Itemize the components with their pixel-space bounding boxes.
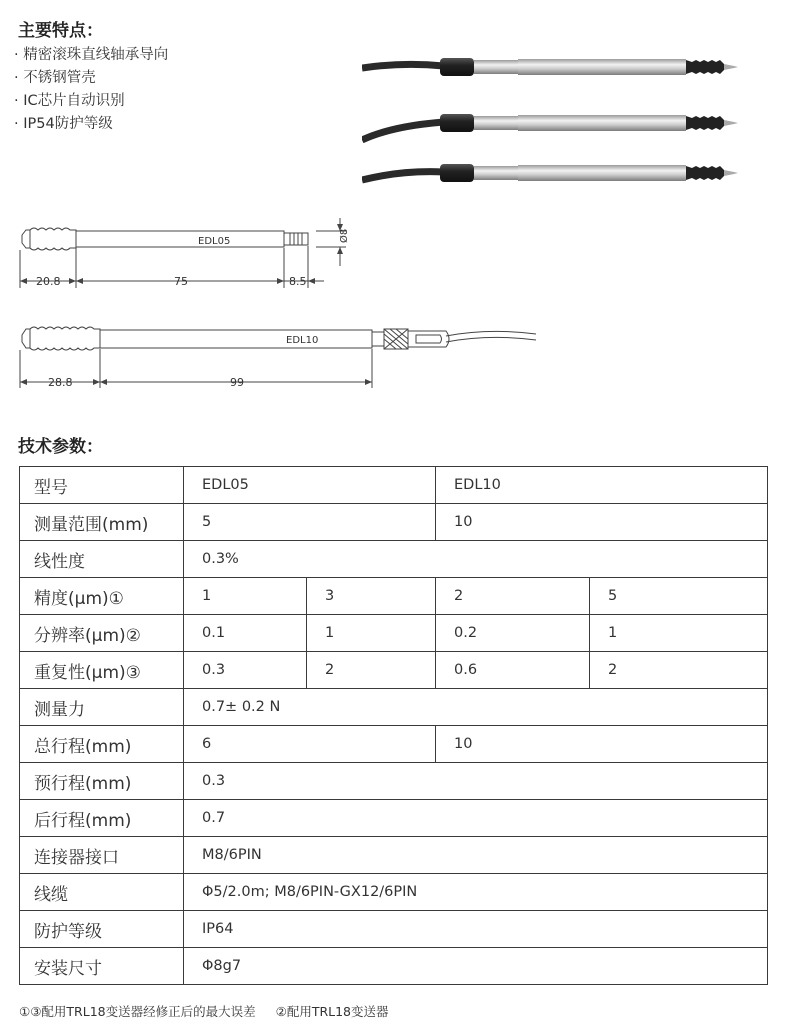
spec-row-model [20,467,768,504]
spec-value: M8/6PIN [184,837,768,874]
footnotes [19,1002,389,1020]
edl05-label: EDL05 [198,236,231,247]
feature-item: · 不锈钢管壳 [14,67,168,90]
probe-photo-3 [362,164,738,182]
spec-value: 3 [307,578,436,615]
features-title: 主要特点： [18,21,103,41]
spec-label: 总行程(mm) [20,726,184,763]
spec-value: 5 [184,504,436,541]
spec-label: 线缆 [20,874,184,911]
spec-row-accuracy [20,578,768,615]
spec-label: 线性度 [20,541,184,578]
spec-label: 安装尺寸 [20,948,184,985]
probe-photo-2 [362,114,738,140]
edl05-dim-right: 8.5 [289,275,307,288]
spec-value: 0.7 [184,800,768,837]
dimension-drawing [0,200,560,400]
edl05-dim-mid: 75 [174,275,188,288]
footnote-2: ②配用TRL18变送器 [275,1004,389,1019]
feature-item: · IP54防护等级 [14,113,168,136]
spec-value: 0.2 [436,615,590,652]
spec-value: Φ8g7 [184,948,768,985]
spec-row-protection [20,911,768,948]
spec-value: 0.6 [436,652,590,689]
spec-label: 分辨率(μm)② [20,615,184,652]
spec-label: 防护等级 [20,911,184,948]
spec-title: 技术参数： [18,437,103,457]
edl05-dim-dia: Ø8 [339,228,350,243]
spec-label: 重复性(μm)③ [20,652,184,689]
spec-value: 2 [590,652,768,689]
edl10-dim-mid: 99 [230,376,244,389]
spec-value: 0.7± 0.2 N [184,689,768,726]
spec-label: 测量力 [20,689,184,726]
spec-row-cable [20,874,768,911]
spec-value: 6 [184,726,436,763]
spec-label: 精度(μm)① [20,578,184,615]
spec-value: 10 [436,726,768,763]
spec-value: 5 [590,578,768,615]
probe-photo-1 [362,58,738,76]
spec-row-linearity [20,541,768,578]
edl05-dim-left: 20.8 [36,275,61,288]
spec-row-force [20,689,768,726]
spec-value: EDL05 [184,467,436,504]
spec-row-post-travel [20,800,768,837]
spec-value: 2 [436,578,590,615]
spec-value: 0.3 [184,652,307,689]
spec-label: 测量范围(mm) [20,504,184,541]
spec-row-connector [20,837,768,874]
product-photo [362,40,752,200]
spec-value: 0.3 [184,763,768,800]
edl10-label: EDL10 [286,335,319,346]
spec-value: 10 [436,504,768,541]
features-list [14,44,168,136]
spec-label: 连接器接口 [20,837,184,874]
spec-table [19,466,768,985]
footnote-1: ①③配用TRL18变送器经修正后的最大误差 [19,1004,256,1019]
edl10-dim-left: 28.8 [48,376,73,389]
spec-value: 1 [590,615,768,652]
spec-value: 1 [184,578,307,615]
spec-row-range [20,504,768,541]
spec-row-repeatability [20,652,768,689]
feature-item: · IC芯片自动识别 [14,90,168,113]
spec-label: 预行程(mm) [20,763,184,800]
spec-value: 0.1 [184,615,307,652]
spec-value: IP64 [184,911,768,948]
feature-item: · 精密滚珠直线轴承导向 [14,44,168,67]
spec-row-total-travel [20,726,768,763]
edl10-drawing [20,327,536,388]
spec-value: EDL10 [436,467,768,504]
spec-row-resolution [20,615,768,652]
spec-value: 2 [307,652,436,689]
spec-label: 型号 [20,467,184,504]
spec-label: 后行程(mm) [20,800,184,837]
spec-row-mounting [20,948,768,985]
spec-row-pre-travel [20,763,768,800]
spec-value: 0.3% [184,541,768,578]
spec-value: Φ5/2.0m; M8/6PIN-GX12/6PIN [184,874,768,911]
spec-value: 1 [307,615,436,652]
